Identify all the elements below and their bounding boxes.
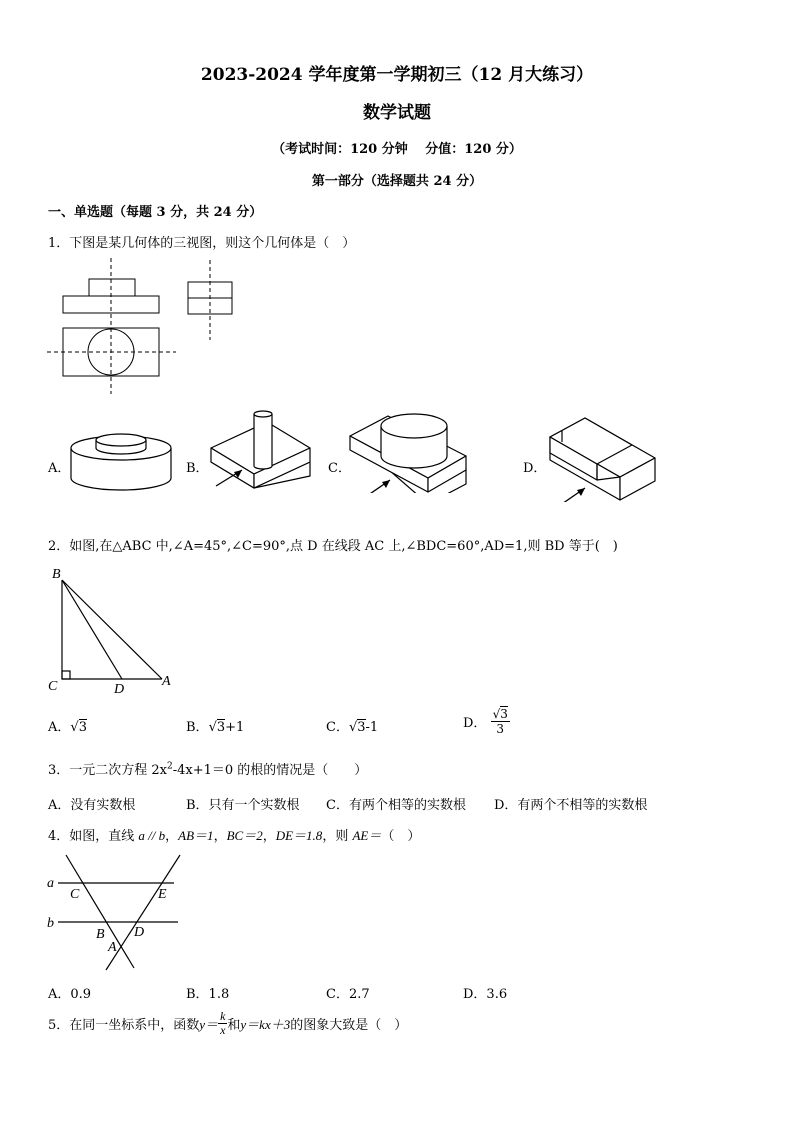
question-2-text: 2．如图,在△ABC 中,∠A=45°,∠C=90°,点 D 在线段 AC 上,∠BDC=60°,AD=1,则 BD 等于( ): [48, 539, 618, 554]
q4-text-bc: BC＝2: [226, 828, 263, 843]
q4-label-a-point: A: [108, 940, 117, 955]
q2-option-c[interactable]: [326, 716, 378, 735]
q4-option-a[interactable]: A．0.9: [48, 987, 92, 1002]
q5-f1-denominator: x: [220, 1023, 226, 1037]
question-3-text: [48, 759, 367, 778]
q4-label-d: D: [134, 925, 145, 940]
q1-option-d-figure[interactable]: [545, 412, 660, 502]
q2-triangle-figure: [44, 562, 184, 698]
question-4-text: 4．如图，直线 a // b，AB＝1，BC＝2，DE＝1.8，则 AE＝（ ）: [48, 828, 421, 844]
q2-option-a-radicand: 3: [78, 720, 87, 735]
question-1-text: 1．下图是某几何体的三视图，则这个几何体是（ ）: [48, 236, 356, 251]
q4-label-a-line: a: [47, 876, 54, 891]
q2-option-c-radicand: 3: [357, 720, 366, 735]
q4-label-c: C: [70, 887, 80, 902]
exam-title: 2023-2024 学年度第一学期初三（12 月大练习）: [200, 65, 594, 85]
exam-info: （考试时间：120 分钟 分值：120 分）: [272, 142, 522, 157]
q2-label-c: C: [48, 679, 58, 694]
q2-option-b-suffix: +1: [225, 720, 245, 735]
q5-f1-numerator: k: [220, 1009, 226, 1023]
q2-option-a[interactable]: [48, 716, 87, 735]
q5-text-mid: 和: [227, 1018, 241, 1033]
part-title: 第一部分（选择题共 24 分）: [311, 174, 483, 189]
q1-option-b-figure[interactable]: [206, 408, 316, 490]
subject-title: 数学试题: [363, 103, 431, 123]
q2-option-a-prefix: A．: [48, 720, 71, 735]
q2-label-b: B: [52, 567, 61, 582]
sqrt-icon: √: [348, 720, 358, 735]
q3-exponent: 2: [167, 761, 173, 772]
q4-text-prefix: 4．如图，直线: [48, 829, 135, 844]
section-heading: 一、单选题（每题 3 分，共 24 分）: [48, 205, 263, 220]
q3-option-c[interactable]: C．有两个相等的实数根: [326, 798, 466, 813]
q4-option-b[interactable]: B．1.8: [186, 987, 230, 1002]
q4-text-de: DE＝1.8: [275, 828, 323, 843]
q4-text-ab: AB＝1: [178, 828, 214, 843]
q1-option-c-figure[interactable]: [346, 408, 471, 493]
q1-option-b-label[interactable]: B．: [186, 461, 209, 476]
q4-text-end: （ ）: [381, 829, 421, 844]
q2-option-b-radicand: 3: [216, 720, 226, 735]
q5-f1-fraction: [218, 1010, 227, 1037]
q2-option-c-prefix: C．: [326, 720, 349, 735]
q2-label-a: A: [162, 674, 171, 689]
q2-option-d-prefix: D．: [463, 716, 487, 731]
question-5-text: [48, 1010, 407, 1037]
q2-option-d[interactable]: [463, 707, 510, 736]
q5-f2: y＝kx＋3: [240, 1017, 291, 1032]
q4-text-cond: a // b: [138, 828, 166, 843]
sqrt-icon: √: [492, 707, 501, 721]
q1-option-a-label[interactable]: A．: [48, 461, 71, 476]
q4-label-b-line: b: [47, 916, 54, 931]
q1-option-c-label[interactable]: C．: [328, 461, 351, 476]
q3-text-before: 3．一元二次方程 2x: [48, 763, 168, 778]
q2-option-c-suffix: -1: [365, 720, 379, 735]
q3-text-after: -4x+1＝0 的根的情况是（ ）: [172, 763, 368, 778]
q5-text-end: 的图象大致是（ ）: [290, 1018, 408, 1033]
sqrt-icon: √: [70, 720, 79, 735]
q4-label-b-point: B: [96, 927, 105, 942]
q4-label-e: E: [158, 887, 167, 902]
q5-f1-lhs: y＝: [199, 1017, 219, 1032]
q3-option-b[interactable]: B．只有一个实数根: [186, 798, 300, 813]
q3-option-a[interactable]: A．没有实数根: [48, 798, 136, 813]
q5-text-prefix: 5．在同一坐标系中，函数: [48, 1018, 200, 1033]
q1-option-d-label[interactable]: D．: [523, 461, 547, 476]
q1-option-a-figure[interactable]: [66, 420, 176, 500]
q4-text-then: 则: [335, 829, 349, 844]
q2-option-d-numerator: 3: [500, 707, 508, 721]
q1-three-views-figure: [40, 258, 250, 398]
q2-option-d-fraction: [491, 707, 510, 736]
q3-option-d[interactable]: D．有两个不相等的实数根: [494, 798, 648, 813]
q4-option-c[interactable]: C．2.7: [326, 987, 370, 1002]
q2-label-d: D: [114, 682, 125, 697]
sqrt-icon: √: [208, 720, 217, 735]
q2-option-d-denominator: 3: [496, 722, 505, 736]
q4-text-ae: AE＝: [352, 828, 382, 843]
q4-option-d[interactable]: D．3.6: [463, 987, 508, 1002]
q2-option-b[interactable]: [186, 716, 244, 735]
q4-parallel-lines-figure: [44, 850, 194, 975]
q2-option-b-prefix: B．: [186, 720, 209, 735]
